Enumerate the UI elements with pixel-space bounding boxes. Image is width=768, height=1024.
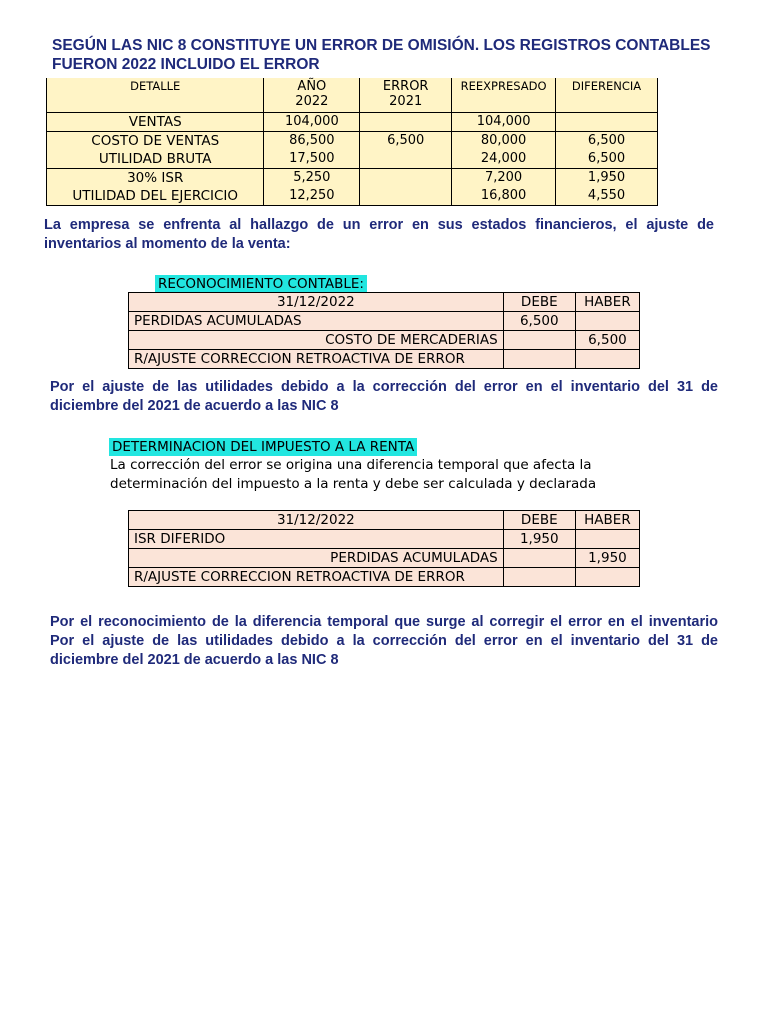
- table-row: [47, 187, 658, 206]
- journal-entry-table: [128, 292, 640, 369]
- table-row: [47, 113, 658, 132]
- credit-account: PERDIDAS ACUMULADAS: [129, 549, 504, 568]
- cell-error: 6,500: [360, 132, 452, 151]
- section-heading-impuesto: DETERMINACION DEL IMPUESTO A LA RENTA: [109, 438, 417, 456]
- cell-error: [360, 187, 452, 206]
- journal-debit-row: [129, 530, 640, 549]
- note-line: determinación del impuesto a la renta y debe ser calculada y declarada: [110, 476, 597, 492]
- journal-header-row: [129, 511, 640, 530]
- paragraph-line: diciembre del 2021 de acuerdo a las NIC 8: [50, 652, 339, 668]
- cell-reexpresado: 16,800: [452, 187, 556, 206]
- cell-error: [360, 113, 452, 132]
- journal-memo: R/AJUSTE CORRECCION RETROACTIVA DE ERROR: [129, 568, 504, 587]
- cell-anio: 17,500: [264, 150, 360, 169]
- cell-reexpresado: 104,000: [452, 113, 556, 132]
- cell-diferencia: 1,950: [556, 169, 658, 188]
- journal-date: 31/12/2022: [129, 511, 504, 530]
- cell-detalle: COSTO DE VENTAS: [47, 132, 264, 151]
- haber-header: HABER: [575, 293, 639, 312]
- table-row: [47, 150, 658, 169]
- header-reexpresado: REEXPRESADO: [452, 78, 556, 113]
- cell-error: [360, 169, 452, 188]
- paragraph-line: Por el ajuste de las utilidades debido a la corrección del error en el inventario del 31 de: [50, 633, 718, 649]
- empty-cell: [503, 331, 575, 350]
- debit-amount: 1,950: [503, 530, 575, 549]
- section-heading-reconocimiento: RECONOCIMIENTO CONTABLE:: [155, 275, 367, 293]
- credit-amount: 6,500: [575, 331, 639, 350]
- journal-memo-row: [129, 350, 640, 369]
- cell-detalle: 30% ISR: [47, 169, 264, 188]
- note-line: La corrección del error se origina una diferencia temporal que afecta la: [110, 457, 592, 473]
- empty-cell: [503, 549, 575, 568]
- cell-detalle: VENTAS: [47, 113, 264, 132]
- debit-amount: 6,500: [503, 312, 575, 331]
- header-anio: AÑO 2022: [264, 78, 360, 113]
- table-row: [47, 169, 658, 188]
- paragraph-line: Por el reconocimiento de la diferencia temporal que surge al corregir el error en el inventario: [50, 614, 718, 630]
- debit-account: PERDIDAS ACUMULADAS: [129, 312, 504, 331]
- paragraph-line: La empresa se enfrenta al hallazgo de un error en sus estados financieros, el ajuste de: [44, 217, 714, 233]
- journal-header-row: [129, 293, 640, 312]
- paragraph-line: Por el ajuste de las utilidades debido a la corrección del error en el inventario del 31 de: [50, 379, 718, 395]
- journal-memo: R/AJUSTE CORRECCION RETROACTIVA DE ERROR: [129, 350, 504, 369]
- empty-cell: [503, 350, 575, 369]
- cell-reexpresado: 80,000: [452, 132, 556, 151]
- paragraph-utilities-adjustment: [50, 378, 718, 416]
- empty-cell: [575, 350, 639, 369]
- tax-note: [110, 456, 658, 494]
- paragraph-error-finding: [44, 216, 714, 254]
- title-line: FUERON 2022 INCLUIDO EL ERROR: [52, 56, 320, 73]
- journal-credit-row: [129, 331, 640, 350]
- header-diferencia: DIFERENCIA: [556, 78, 658, 113]
- cell-diferencia: 6,500: [556, 150, 658, 169]
- haber-header: HABER: [575, 511, 639, 530]
- cell-diferencia: 4,550: [556, 187, 658, 206]
- credit-account: COSTO DE MERCADERIAS: [129, 331, 504, 350]
- table-row: [47, 132, 658, 151]
- document-title: [52, 36, 732, 74]
- header-error: ERROR 2021: [360, 78, 452, 113]
- cell-anio: 104,000: [264, 113, 360, 132]
- empty-cell: [575, 530, 639, 549]
- empty-cell: [575, 312, 639, 331]
- summary-table: [46, 78, 658, 206]
- journal-memo-row: [129, 568, 640, 587]
- cell-detalle: UTILIDAD BRUTA: [47, 150, 264, 169]
- journal-credit-row: [129, 549, 640, 568]
- empty-cell: [503, 568, 575, 587]
- credit-amount: 1,950: [575, 549, 639, 568]
- header-detalle: DETALLE: [47, 78, 264, 113]
- cell-diferencia: [556, 113, 658, 132]
- cell-reexpresado: 24,000: [452, 150, 556, 169]
- cell-detalle: UTILIDAD DEL EJERCICIO: [47, 187, 264, 206]
- paragraph-temporal-difference: [50, 613, 718, 670]
- debe-header: DEBE: [503, 511, 575, 530]
- debe-header: DEBE: [503, 293, 575, 312]
- title-line: SEGÚN LAS NIC 8 CONSTITUYE UN ERROR DE OMISIÓN. LOS REGISTROS CONTABLES: [52, 37, 711, 54]
- journal-debit-row: [129, 312, 640, 331]
- paragraph-line: inventarios al momento de la venta:: [44, 236, 291, 252]
- journal-entry-table: [128, 510, 640, 587]
- cell-anio: 12,250: [264, 187, 360, 206]
- cell-anio: 86,500: [264, 132, 360, 151]
- paragraph-line: diciembre del 2021 de acuerdo a las NIC 8: [50, 398, 339, 414]
- empty-cell: [575, 568, 639, 587]
- summary-header-row: [47, 78, 658, 113]
- debit-account: ISR DIFERIDO: [129, 530, 504, 549]
- cell-reexpresado: 7,200: [452, 169, 556, 188]
- cell-error: [360, 150, 452, 169]
- cell-anio: 5,250: [264, 169, 360, 188]
- cell-diferencia: 6,500: [556, 132, 658, 151]
- journal-date: 31/12/2022: [129, 293, 504, 312]
